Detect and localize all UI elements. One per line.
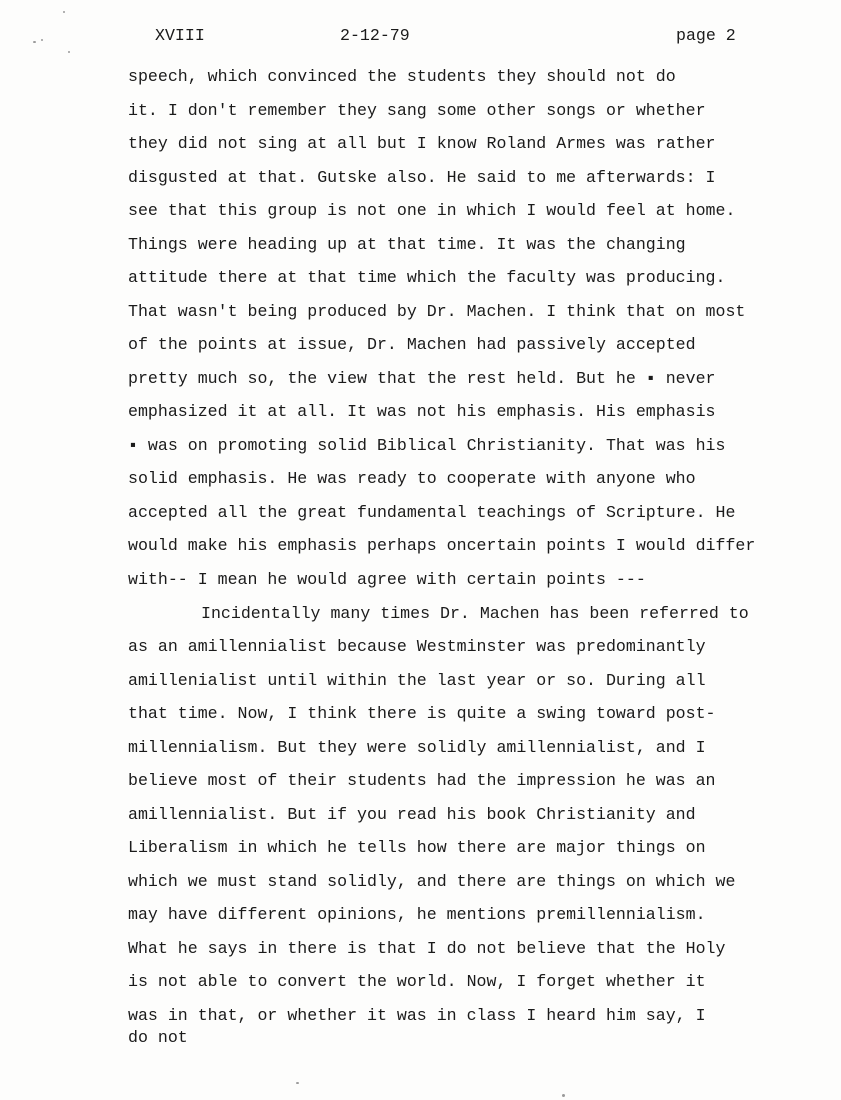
text-line: ▪ was on promoting solid Biblical Christianity. That was his (128, 436, 726, 455)
text-line: pretty much so, the view that the rest held. But he ▪ never (128, 369, 716, 388)
text-line: may have different opinions, he mentions premillennialism. (128, 905, 706, 924)
scan-speck (63, 11, 65, 13)
text-line: with-- I mean he would agree with certain points --- (128, 570, 646, 589)
text-line: they did not sing at all but I know Roland Armes was rather (128, 134, 716, 153)
text-line: disgusted at that. Gutske also. He said to me afterwards: I (128, 168, 716, 187)
text-line: Liberalism in which he tells how there are major things on (128, 838, 706, 857)
text-line: millennialism. But they were solidly amillennialist, and I (128, 738, 706, 757)
text-line: That wasn't being produced by Dr. Machen. I think that on most (128, 302, 746, 321)
volume-number: XVIII (155, 26, 205, 45)
text-line: emphasized it at all. It was not his emphasis. His emphasis (128, 402, 716, 421)
text-line: as an amillennialist because Westminster was predominantly (128, 637, 706, 656)
scan-speck (68, 51, 70, 53)
text-line: is not able to convert the world. Now, I forget whether it (128, 972, 706, 991)
text-line: accepted all the great fundamental teachings of Scripture. He (128, 503, 736, 522)
text-line: believe most of their students had the impression he was an (128, 771, 716, 790)
text-line: speech, which convinced the students they should not do (128, 67, 676, 86)
text-line: would make his emphasis perhaps oncertain points I would differ (128, 536, 756, 555)
text-line: Things were heading up at that time. It was the changing (128, 235, 686, 254)
scan-speck (33, 41, 36, 43)
text-line: amillennialist. But if you read his book Christianity and (128, 805, 696, 824)
text-line: was in that, or whether it was in class I heard him say, I (128, 1006, 706, 1025)
text-line: attitude there at that time which the faculty was producing. (128, 268, 726, 287)
text-line: do not (128, 1028, 188, 1047)
text-line: which we must stand solidly, and there are things on which we (128, 872, 736, 891)
text-line: see that this group is not one in which I would feel at home. (128, 201, 736, 220)
page-header (0, 26, 841, 48)
text-line: amillenialist until within the last year or so. During all (128, 671, 706, 690)
text-line: What he says in there is that I do not believe that the Holy (128, 939, 726, 958)
text-line: that time. Now, I think there is quite a swing toward post- (128, 704, 716, 723)
scan-speck (41, 39, 43, 41)
page-number: page 2 (676, 26, 736, 45)
text-line: solid emphasis. He was ready to cooperate with anyone who (128, 469, 696, 488)
document-date: 2-12-79 (340, 26, 410, 45)
scan-speck (562, 1094, 565, 1097)
paragraph-first-line: Incidentally many times Dr. Machen has been referred to (201, 604, 749, 623)
scan-speck (296, 1082, 299, 1084)
text-line: it. I don't remember they sang some other songs or whether (128, 101, 706, 120)
text-line: of the points at issue, Dr. Machen had passively accepted (128, 335, 696, 354)
